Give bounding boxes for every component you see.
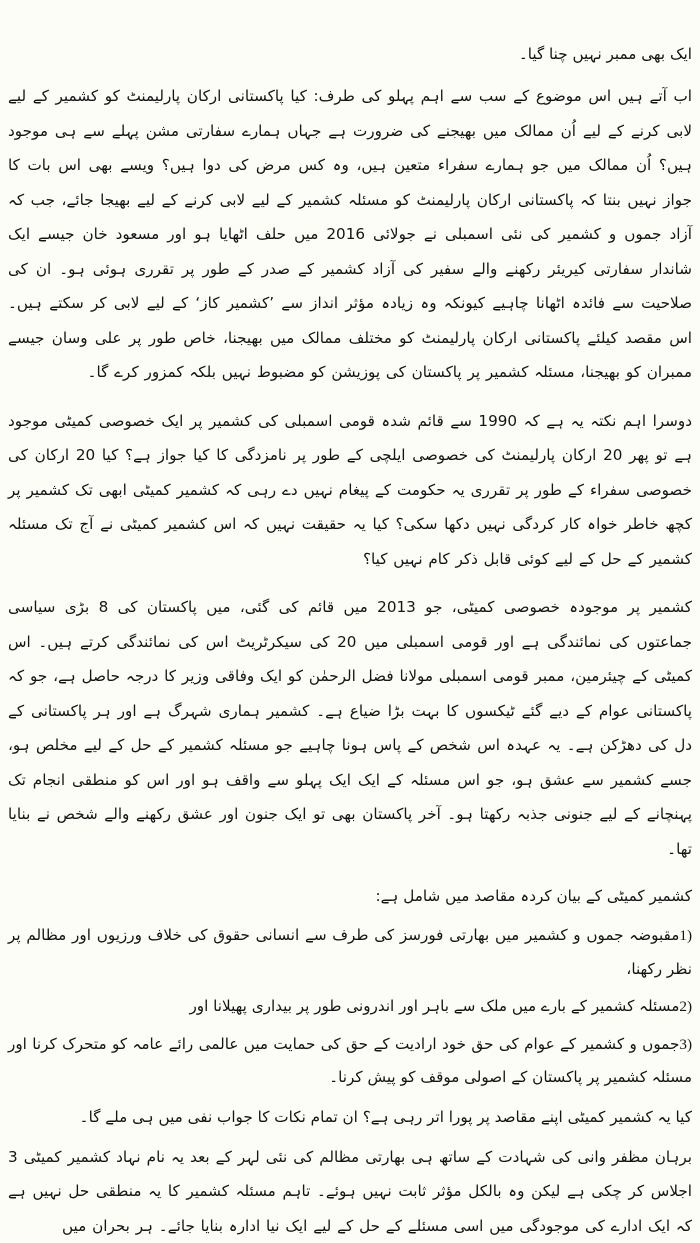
objective-number-3: 3) [679, 1036, 692, 1053]
objective-item-3 [8, 1028, 692, 1095]
objective-text-1: مقبوضہ جموں و کشمیر میں بھارتی فورسز کی طرف سے انسانی حقوق کی خلاف ورزیوں اور مظالم پر نظر رکھنا، [8, 926, 692, 978]
objective-number-1: 1) [679, 927, 692, 944]
objective-item-2 [8, 990, 692, 1024]
paragraph-4: برہان مظفر وانی کی شہادت کے ساتھ ہی بھارتی مظالم کی نئی لہر کے بعد یہ نام نہاد کشمیر کمیٹی 3 اجلاس کر چکی ہے لیکن وہ بالکل مؤثر ثابت نہیں ہوئے۔ تاہم مسئلہ کشمیر کا یہ منطقی حل نہیں ہے کہ ایک ادارے کی موجودگی میں اسی مسئلے کے حل کے لیے ایک نیا ادارہ بنایا جائے۔ ہر بحران میں [8, 1140, 692, 1243]
question-line: کیا یہ کشمیر کمیٹی اپنے مقاصد پر پورا اتر رہی ہے؟ ان تمام نکات کا جواب نفی میں ہی ملے گا۔ [8, 1101, 692, 1134]
objective-item-1 [8, 919, 692, 986]
objectives-intro: کشمیر کمیٹی کے بیان کردہ مقاصد میں شامل ہے: [8, 880, 692, 913]
objective-text-2: مسئلہ کشمیر کے بارے میں ملک سے باہر اور اندرونی طور پر بیداری پھیلانا اور [189, 997, 679, 1015]
objectives-list [8, 919, 692, 1095]
paragraph-3: کشمیر پر موجودہ خصوصی کمیٹی، جو 2013 میں قائم کی گئی، میں پاکستان کی 8 بڑی سیاسی جماعتوں کی نمائندگی ہے اور قومی اسمبلی میں 20 کی سیکرٹریٹ اس کی نمائندگی کرتے ہیں۔ اس کمیٹی کے چیئرمین، ممبر قومی اسمبلی مولانا فضل الرحمٰن کو ایک وفاقی وزیر کا درجہ حاصل ہے، جو کہ پاکستانی عوام کے دیے گئے ٹیکسوں کا بہت بڑا ضیاع ہے۔ کشمیر ہماری شہرگ ہے اور ہر پاکستانی کے دل کی دھڑکن ہے۔ یہ عہدہ اس شخص کے پاس ہونا چاہیے جو مسئلہ کشمیر کے حل کے لیے مخلص ہو، جسے کشمیر سے عشق ہو، جو اس مسئلہ کے ایک ایک پہلو سے واقف ہو اور اس کو منطقی انجام تک پہنچانے کے لیے جنونی جذبہ رکھتا ہو۔ آخر پاکستان بھی تو ایک جنون اور عشق رکھنے والے شخص نے بنایا تھا۔ [8, 590, 692, 866]
lead-fragment: ایک بھی ممبر نہیں چنا گیا۔ [8, 38, 692, 70]
paragraph-1: اب آتے ہیں اس موضوع کے سب سے اہم پہلو کی طرف: کیا پاکستانی ارکان پارلیمنٹ کو کشمیر کے لیے لابی کرنے کے لیے اُن ممالک میں بھیجنے کی ضرورت ہے جہاں ہمارے سفارتی مشن پہلے سے ہی موجود ہیں؟ اُن ممالک میں جو ہمارے سفراء متعین ہیں، وہ کس مرض کی دوا ہیں؟ ویسے بھی اس بات کا جواز نہیں بنتا کہ پاکستانی ارکان پارلیمنٹ کو مسئلہ کشمیر کے لیے لابی کرنے کے لیے بھیجا جائے، جب کہ آزاد جموں و کشمیر کی نئی اسمبلی نے جولائی 2016 میں حلف اٹھایا ہو اور مسعود خان جیسے ایک شاندار سفارتی کیریئر رکھنے والے سفیر کی آزاد کشمیر کے صدر کے طور پر تقرری ہوئی ہو۔ ان کی صلاحیت سے فائدہ اٹھانا چاہیے کیونکہ وہ زیادہ مؤثر انداز سے ’کشمیر کاز‘ کے لیے لابی کر سکتے ہیں۔ اس مقصد کیلئے پاکستانی ارکان پارلیمنٹ کو مختلف ممالک میں بھیجنا، خاص طور پر علی وسان جیسے ممبران کو بھیجنا، مسئلہ کشمیر پر پاکستان کی پوزیشن کو مضبوط نہیں بلکہ کمزور کرے گا۔ [8, 79, 692, 390]
paragraph-2: دوسرا اہم نکتہ یہ ہے کہ 1990 سے قائم شدہ قومی اسمبلی کی کشمیر پر ایک خصوصی کمیٹی موجود ہے تو پھر 20 ارکان پارلیمنٹ کی خصوصی ایلچی کے طور پر نامزدگی کا کیا جواز ہے؟ کیا 20 ارکان کی خصوصی سفراء کے طور پر تقرری یہ حکومت کے پیغام نہیں دے رہی کہ کشمیر کمیٹی ابھی تک کشمیر پر کچھ خاطر خواہ کار کردگی نہیں دکھا سکی؟ کیا یہ حقیقت نہیں کہ اس کشمیر کمیٹی نے آج تک مسئلہ کشمیر کے حل کے لیے کوئی قابل ذکر کام نہیں کیا؟ [8, 404, 692, 577]
objective-text-3: جموں و کشمیر کے عوام کی حق خود ارادیت کے حق کی حمایت میں عالمی رائے عامہ کو متحرک کرنا اور مسئلہ کشمیر پر پاکستان کے اصولی موقف کو پیش کرنا۔ [8, 1035, 692, 1087]
article-body [8, 38, 692, 1243]
objective-number-2: 2) [679, 998, 692, 1015]
